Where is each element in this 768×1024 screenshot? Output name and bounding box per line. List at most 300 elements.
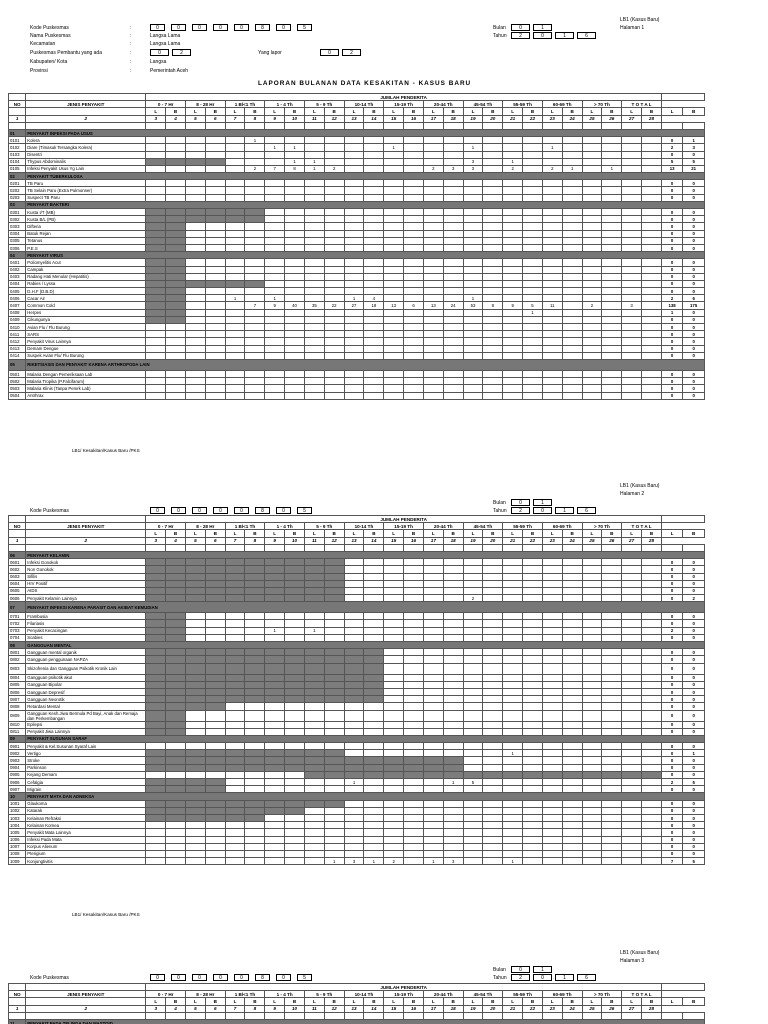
total-p-cell: 0: [683, 216, 705, 223]
count-cell: [344, 566, 364, 573]
total-l-cell: 0: [661, 209, 682, 216]
count-cell: [384, 771, 404, 778]
count-cell: [265, 280, 285, 287]
count-cell: [483, 728, 503, 735]
count-cell: 1: [285, 158, 305, 165]
count-cell: [423, 559, 443, 566]
count-cell: [265, 223, 285, 230]
count-cell: [423, 338, 443, 345]
count-cell: [503, 392, 523, 399]
count-cell: [642, 180, 662, 187]
count-cell: [443, 674, 463, 681]
age-group-header: 1 - 4 Th: [265, 991, 305, 998]
count-cell: 3: [622, 302, 642, 309]
count-cell: [185, 779, 205, 786]
count-cell: [622, 338, 642, 345]
disease-name: HIV Positif: [26, 580, 146, 587]
count-cell: [304, 266, 324, 273]
count-cell: [602, 151, 622, 158]
disease-code: 0902: [9, 750, 26, 757]
sex-subheader: L: [265, 998, 285, 1005]
count-cell: [364, 843, 384, 850]
count-cell: [205, 649, 225, 656]
count-cell: [185, 764, 205, 771]
sex-subheader: L: [146, 108, 166, 115]
count-cell: [344, 674, 364, 681]
sex-subheader: B: [205, 530, 225, 537]
disease-name: Disentri: [26, 151, 146, 158]
column-number: 7: [225, 1005, 245, 1012]
count-cell: [166, 316, 186, 323]
sex-subheader: L: [582, 998, 602, 1005]
count-cell: [285, 151, 305, 158]
count-cell: [364, 750, 384, 757]
age-group-header: 10-14 Th: [344, 523, 384, 530]
count-cell: [205, 378, 225, 385]
count-cell: [582, 764, 602, 771]
count-cell: [344, 144, 364, 151]
count-cell: [146, 681, 166, 688]
sex-subheader: L: [622, 108, 642, 115]
count-cell: [344, 187, 364, 194]
count-cell: [285, 620, 305, 627]
count-cell: [404, 814, 424, 821]
count-cell: [364, 566, 384, 573]
count-cell: [562, 370, 582, 377]
count-cell: 6: [404, 302, 424, 309]
count-cell: [384, 836, 404, 843]
sex-subheader: B: [364, 998, 384, 1005]
count-cell: [304, 634, 324, 641]
column-number: 11: [304, 1005, 324, 1012]
count-cell: [404, 259, 424, 266]
count-cell: [483, 316, 503, 323]
count-cell: [166, 158, 186, 165]
count-cell: [225, 696, 245, 703]
count-cell: [265, 613, 285, 620]
count-cell: [166, 280, 186, 287]
count-cell: [324, 216, 344, 223]
column-number: 17: [423, 537, 443, 544]
table-row: [9, 807, 705, 814]
section-code: 01: [9, 129, 26, 136]
count-cell: [523, 620, 543, 627]
count-cell: [483, 807, 503, 814]
count-cell: [185, 587, 205, 594]
disease-name: Stroke: [26, 757, 146, 764]
count-cell: [582, 559, 602, 566]
count-cell: [602, 273, 622, 280]
count-cell: [423, 807, 443, 814]
count-cell: [324, 663, 344, 674]
disease-name: SARS: [26, 331, 146, 338]
count-cell: [245, 620, 265, 627]
count-cell: [324, 757, 344, 764]
total-l-cell: 0: [661, 266, 682, 273]
count-cell: [265, 779, 285, 786]
total-p-cell: 0: [683, 266, 705, 273]
count-cell: [344, 324, 364, 331]
count-cell: [423, 237, 443, 244]
count-cell: [642, 786, 662, 793]
total-l-cell: 0: [661, 688, 682, 695]
total-p-cell: 5: [683, 779, 705, 786]
count-cell: [225, 703, 245, 710]
count-cell: [285, 587, 305, 594]
count-cell: [642, 137, 662, 144]
disease-name: Gangguan Bipolar: [26, 681, 146, 688]
count-cell: [463, 352, 483, 359]
count-cell: [285, 703, 305, 710]
count-cell: [443, 273, 463, 280]
count-cell: [503, 786, 523, 793]
count-cell: [562, 656, 582, 663]
total-p-cell: 0: [683, 771, 705, 778]
count-cell: [205, 595, 225, 602]
count-cell: [602, 822, 622, 829]
count-cell: [245, 244, 265, 251]
count-cell: [542, 230, 562, 237]
count-cell: [146, 750, 166, 757]
count-cell: [503, 771, 523, 778]
count-cell: [344, 378, 364, 385]
count-cell: [364, 822, 384, 829]
tahun-boxes-digit: 1: [555, 507, 574, 514]
count-cell: [285, 750, 305, 757]
count-cell: [404, 688, 424, 695]
count-cell: [324, 352, 344, 359]
disease-code: 0808: [9, 703, 26, 710]
disease-code: 0403: [9, 273, 26, 280]
count-cell: [364, 627, 384, 634]
sex-subheader: B: [443, 108, 463, 115]
count-cell: [622, 165, 642, 172]
count-cell: [304, 613, 324, 620]
count-cell: [622, 244, 642, 251]
count-cell: [582, 580, 602, 587]
disease-name: Demam Dengue: [26, 345, 146, 352]
count-cell: [443, 757, 463, 764]
count-cell: [523, 230, 543, 237]
count-cell: [205, 324, 225, 331]
count-cell: [443, 288, 463, 295]
disease-code: 0805: [9, 681, 26, 688]
section-code: 04: [9, 252, 26, 259]
disease-code: 0502: [9, 378, 26, 385]
bulan-boxes: [511, 499, 555, 506]
colon: :: [130, 41, 132, 47]
count-cell: [166, 800, 186, 807]
count-cell: [523, 634, 543, 641]
count-cell: [562, 703, 582, 710]
count-cell: [265, 309, 285, 316]
count-cell: [443, 786, 463, 793]
count-cell: [384, 180, 404, 187]
count-cell: [423, 681, 443, 688]
total-l-cell: 0: [661, 370, 682, 377]
count-cell: [602, 223, 622, 230]
section-title: PENYAKIT INFEKSI PADA USUS: [26, 129, 705, 136]
count-cell: [185, 230, 205, 237]
count-cell: [265, 757, 285, 764]
count-cell: [185, 237, 205, 244]
count-cell: [205, 331, 225, 338]
disease-name: Gangguan Neorotik: [26, 696, 146, 703]
disease-name: Batuk Rejan: [26, 230, 146, 237]
tahun-label: Tahun: [493, 33, 507, 39]
pembantu-boxes-digit: 0: [150, 49, 169, 56]
jenis-penyakit-header: JENIS PENYAKIT: [26, 991, 146, 998]
count-cell: [463, 244, 483, 251]
count-cell: [185, 309, 205, 316]
count-cell: [384, 663, 404, 674]
count-cell: [384, 649, 404, 656]
count-cell: [642, 244, 662, 251]
count-cell: [166, 757, 186, 764]
count-cell: [542, 858, 562, 865]
count-cell: [185, 836, 205, 843]
count-cell: [503, 385, 523, 392]
count-cell: [542, 194, 562, 201]
total-l-cell: 0: [661, 151, 682, 158]
count-cell: [423, 144, 443, 151]
count-cell: [523, 378, 543, 385]
count-cell: [324, 688, 344, 695]
disease-name: Poliomyelitis Acut: [26, 259, 146, 266]
count-cell: [443, 663, 463, 674]
count-cell: [602, 345, 622, 352]
count-cell: [562, 194, 582, 201]
count-cell: [146, 850, 166, 857]
table-row: [9, 850, 705, 857]
count-cell: [483, 786, 503, 793]
count-cell: [205, 843, 225, 850]
total-l-cell: 0: [661, 656, 682, 663]
count-cell: [443, 180, 463, 187]
count-cell: [285, 352, 305, 359]
count-cell: [344, 764, 364, 771]
count-cell: [205, 288, 225, 295]
count-cell: [483, 165, 503, 172]
count-cell: [503, 721, 523, 728]
count-cell: [166, 266, 186, 273]
count-cell: [503, 627, 523, 634]
column-number: 19: [463, 115, 483, 122]
count-cell: [642, 309, 662, 316]
total-p-cell: 0: [683, 674, 705, 681]
count-cell: [523, 237, 543, 244]
count-cell: [503, 244, 523, 251]
count-cell: [443, 385, 463, 392]
count-cell: [562, 786, 582, 793]
count-cell: [225, 580, 245, 587]
sex-subheader: L: [542, 530, 562, 537]
count-cell: [304, 244, 324, 251]
count-cell: [542, 273, 562, 280]
count-cell: [463, 151, 483, 158]
page-number: Halaman 1: [620, 25, 645, 31]
column-number: 23: [542, 115, 562, 122]
sex-subheader: L: [185, 108, 205, 115]
count-cell: [324, 786, 344, 793]
count-cell: [344, 194, 364, 201]
count-cell: [166, 259, 186, 266]
count-cell: [423, 288, 443, 295]
count-cell: [185, 688, 205, 695]
kode-puskesmas-boxes-digit: 0: [234, 974, 249, 981]
count-cell: [562, 273, 582, 280]
count-cell: [483, 771, 503, 778]
count-cell: [364, 144, 384, 151]
count-cell: [225, 266, 245, 273]
count-cell: [642, 728, 662, 735]
count-cell: [503, 316, 523, 323]
disease-code: 0602: [9, 566, 26, 573]
count-cell: [364, 244, 384, 251]
disease-name: Campak: [26, 266, 146, 273]
column-number: 25: [582, 115, 602, 122]
count-cell: [364, 721, 384, 728]
tahun-boxes-digit: 2: [511, 32, 530, 39]
count-cell: [344, 627, 364, 634]
count-cell: [364, 696, 384, 703]
count-cell: [384, 681, 404, 688]
jumlah-penderita-header: JUMLAH PENDERITA: [146, 516, 662, 523]
count-cell: [324, 331, 344, 338]
count-cell: [582, 266, 602, 273]
count-cell: [166, 613, 186, 620]
count-cell: [483, 151, 503, 158]
count-cell: [483, 216, 503, 223]
count-cell: [483, 180, 503, 187]
count-cell: [205, 858, 225, 865]
count-cell: [483, 627, 503, 634]
count-cell: [384, 728, 404, 735]
age-group-header: 5 - 9 Th: [304, 523, 344, 530]
count-cell: [642, 800, 662, 807]
count-cell: [364, 728, 384, 735]
count-cell: [384, 194, 404, 201]
count-cell: [582, 392, 602, 399]
count-cell: [285, 728, 305, 735]
count-cell: [384, 703, 404, 710]
count-cell: [245, 595, 265, 602]
count-cell: [503, 573, 523, 580]
count-cell: [483, 194, 503, 201]
count-cell: [642, 858, 662, 865]
count-cell: [602, 559, 622, 566]
count-cell: 5: [463, 779, 483, 786]
count-cell: [185, 710, 205, 721]
colon: :: [130, 33, 132, 39]
total-l-cell: 0: [661, 573, 682, 580]
kode-label: Kode Puskesmas: [30, 975, 69, 981]
count-cell: [225, 187, 245, 194]
count-cell: [602, 137, 622, 144]
count-cell: [602, 194, 622, 201]
kode-puskesmas-boxes-digit: 0: [150, 507, 165, 514]
count-cell: [463, 259, 483, 266]
count-cell: [463, 656, 483, 663]
count-cell: [622, 316, 642, 323]
total-p-cell: 0: [683, 151, 705, 158]
count-cell: [463, 750, 483, 757]
count-cell: [542, 309, 562, 316]
count-cell: [285, 696, 305, 703]
count-cell: 1: [344, 295, 364, 302]
total-l-cell: 0: [661, 620, 682, 627]
total-l-cell: 0: [661, 703, 682, 710]
disease-code: 0407: [9, 302, 26, 309]
count-cell: [483, 634, 503, 641]
count-cell: [324, 721, 344, 728]
sex-subheader: B: [245, 530, 265, 537]
count-cell: [523, 151, 543, 158]
column-number: 15: [384, 537, 404, 544]
total-p-cell: 0: [683, 237, 705, 244]
count-cell: [344, 750, 364, 757]
count-cell: [304, 338, 324, 345]
count-cell: [384, 580, 404, 587]
count-cell: [245, 850, 265, 857]
count-cell: [542, 696, 562, 703]
disease-code: 0807: [9, 696, 26, 703]
total-l-cell: 0: [661, 814, 682, 821]
column-number: 20: [483, 115, 503, 122]
count-cell: [324, 656, 344, 663]
count-cell: [443, 209, 463, 216]
count-cell: [602, 843, 622, 850]
count-cell: [185, 280, 205, 287]
count-cell: [364, 743, 384, 750]
count-cell: [582, 194, 602, 201]
count-cell: [245, 392, 265, 399]
count-cell: [344, 151, 364, 158]
count-cell: 8: [483, 302, 503, 309]
count-cell: [582, 209, 602, 216]
count-cell: [265, 620, 285, 627]
count-cell: [205, 800, 225, 807]
disease-name: Gangguan Kesh.Jiwa Bermula Pd Bayi, Anak dan Remaja dan Perkembangan: [26, 710, 146, 721]
total-p-cell: 0: [683, 223, 705, 230]
count-cell: [542, 710, 562, 721]
count-cell: [166, 703, 186, 710]
count-cell: [344, 392, 364, 399]
count-cell: [404, 309, 424, 316]
total-l-cell: 0: [661, 273, 682, 280]
disease-name: P.E.S: [26, 244, 146, 251]
table-row: [9, 385, 705, 392]
count-cell: [642, 649, 662, 656]
count-cell: [404, 757, 424, 764]
count-cell: [324, 259, 344, 266]
count-cell: [205, 259, 225, 266]
count-cell: [542, 280, 562, 287]
count-cell: [205, 587, 225, 594]
count-cell: [622, 800, 642, 807]
disease-name: Suspect TB Paru: [26, 194, 146, 201]
count-cell: [622, 743, 642, 750]
count-cell: [324, 345, 344, 352]
disease-name: Kusta I/T (MB): [26, 209, 146, 216]
count-cell: [146, 858, 166, 865]
count-cell: [642, 721, 662, 728]
sex-subheader: L: [423, 998, 443, 1005]
tahun-label: Tahun: [493, 975, 507, 981]
kode-puskesmas-boxes-digit: 0: [276, 507, 291, 514]
count-cell: [185, 786, 205, 793]
count-cell: [602, 688, 622, 695]
